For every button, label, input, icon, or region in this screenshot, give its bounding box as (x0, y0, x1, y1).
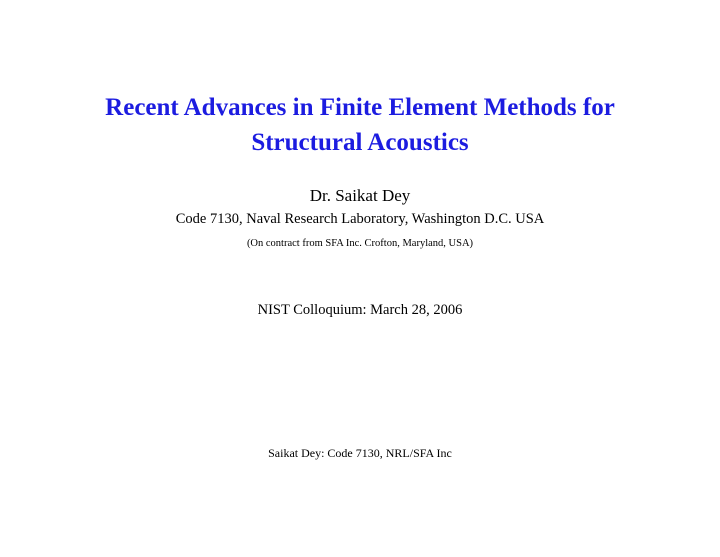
author-affiliation: Code 7130, Naval Research Laboratory, Washington D.C. USA (175, 211, 545, 227)
author-name: Dr. Saikat Dey (309, 186, 411, 205)
title-line-1: Recent Advances in Finite Element Methods for (105, 94, 615, 121)
slide-title (0, 90, 720, 160)
title-line-2: Structural Acoustics (251, 129, 469, 156)
event-date: NIST Colloquium: March 28, 2006 (257, 302, 463, 318)
contract-note: (On contract from SFA Inc. Crofton, Maryland, USA) (246, 238, 474, 249)
slide-footer: Saikat Dey: Code 7130, NRL/SFA Inc (268, 446, 452, 460)
